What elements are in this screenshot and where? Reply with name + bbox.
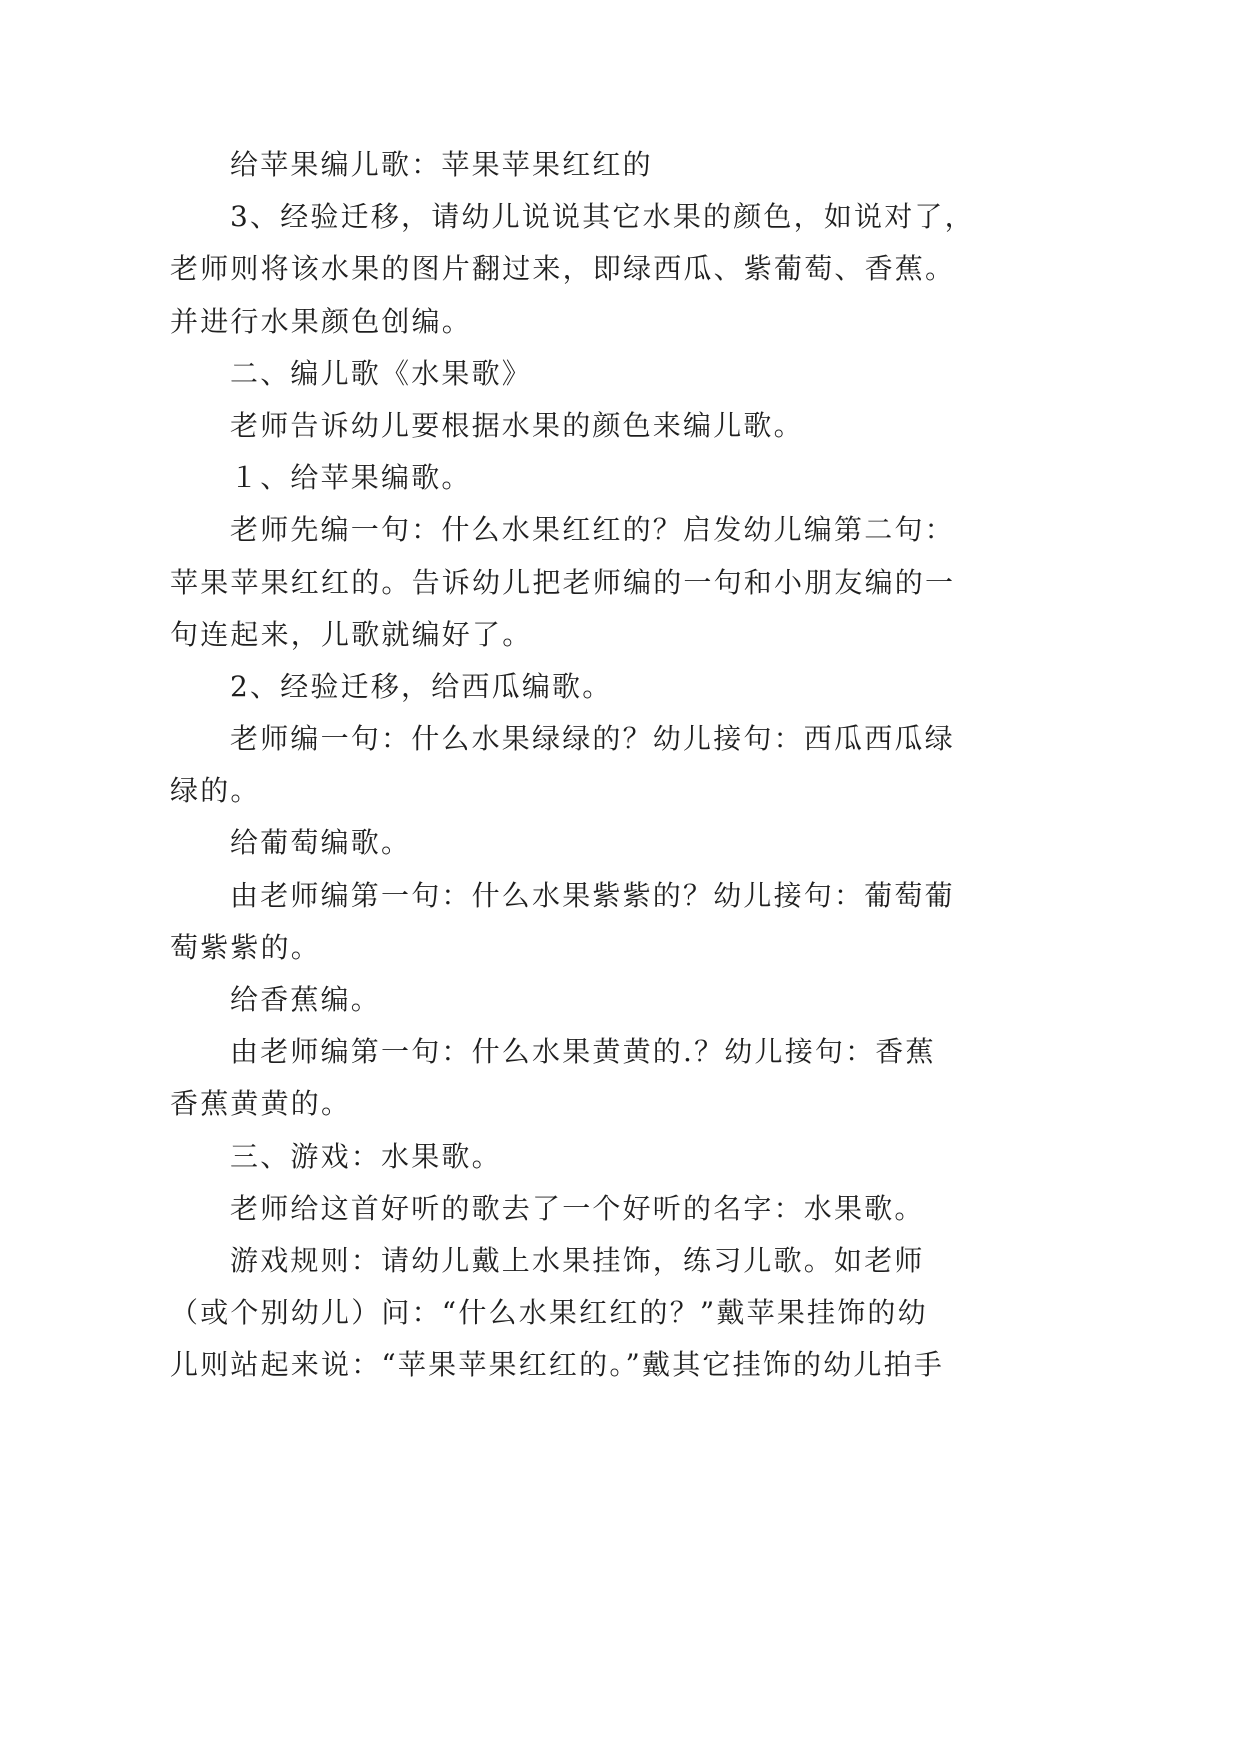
- text-line: 给葡萄编歌。: [230, 826, 412, 860]
- text-line: 3、经验迁移，请幼儿说说其它水果的颜色，如说对了，: [230, 200, 975, 234]
- text-line: 并进行水果颜色创编。: [170, 304, 473, 338]
- text-line: 老师告诉幼儿要根据水果的颜色来编儿歌。: [230, 408, 804, 442]
- text-line: 香蕉黄黄的。: [170, 1087, 352, 1121]
- text-line: 绿的。: [170, 774, 261, 808]
- step-heading-2: [170, 661, 1070, 713]
- paragraph-song-name: [170, 1183, 1070, 1235]
- text-line: 苹果苹果红红的。告诉幼儿把老师编的一句和小朋友编的一: [170, 565, 956, 599]
- text-line: 老师则将该水果的图片翻过来，即绿西瓜、紫葡萄、香蕉。: [170, 252, 956, 286]
- paragraph-apple-rhyme: [170, 139, 1070, 191]
- text-line: 句连起来，儿歌就编好了。: [170, 617, 533, 651]
- text-line: （或个别幼儿）问：“什么水果红红的？”戴苹果挂饰的幼: [170, 1296, 928, 1330]
- step-heading-text: １、给苹果编歌。: [230, 461, 472, 495]
- section-heading-text: 二、编儿歌《水果歌》: [230, 356, 533, 390]
- document-body: [170, 139, 1070, 1392]
- text-line: 给香蕉编。: [230, 983, 382, 1016]
- paragraph-grape: [170, 870, 1070, 974]
- section-heading-3: [170, 1131, 1070, 1183]
- section-heading-2: [170, 348, 1070, 400]
- step-heading-1: [170, 452, 1070, 504]
- paragraph-step-3: [170, 191, 1070, 348]
- text-line: 给苹果编儿歌：苹果苹果红红的: [230, 148, 653, 181]
- step-heading-text: 2、经验迁移，给西瓜编歌。: [230, 669, 613, 703]
- text-line: 老师编一句：什么水果绿绿的？幼儿接句：西瓜西瓜绿: [230, 722, 955, 756]
- text-line: 老师先编一句：什么水果红红的？启发幼儿编第二句：: [230, 513, 955, 547]
- text-line: 儿则站起来说：“苹果苹果红红的。”戴其它挂饰的幼儿拍手: [170, 1348, 945, 1382]
- paragraph-banana: [170, 1026, 1070, 1130]
- text-line: 老师给这首好听的歌去了一个好听的名字：水果歌。: [230, 1191, 925, 1225]
- text-line: 游戏规则：请幼儿戴上水果挂饰，练习儿歌。如老师: [230, 1243, 925, 1277]
- paragraph-grape-heading: [170, 817, 1070, 869]
- paragraph-game-rules: [170, 1235, 1070, 1392]
- text-line: 由老师编第一句：什么水果黄黄的.？幼儿接句：香蕉: [230, 1035, 936, 1069]
- section-heading-text: 三、游戏：水果歌。: [230, 1139, 502, 1173]
- paragraph-banana-heading: [170, 974, 1070, 1026]
- text-line: 萄紫紫的。: [170, 930, 322, 964]
- text-line: 由老师编第一句：什么水果紫紫的？幼儿接句：葡萄葡: [230, 878, 955, 912]
- paragraph-intro: [170, 400, 1070, 452]
- paragraph-watermelon: [170, 713, 1070, 817]
- paragraph-apple-song: [170, 504, 1070, 661]
